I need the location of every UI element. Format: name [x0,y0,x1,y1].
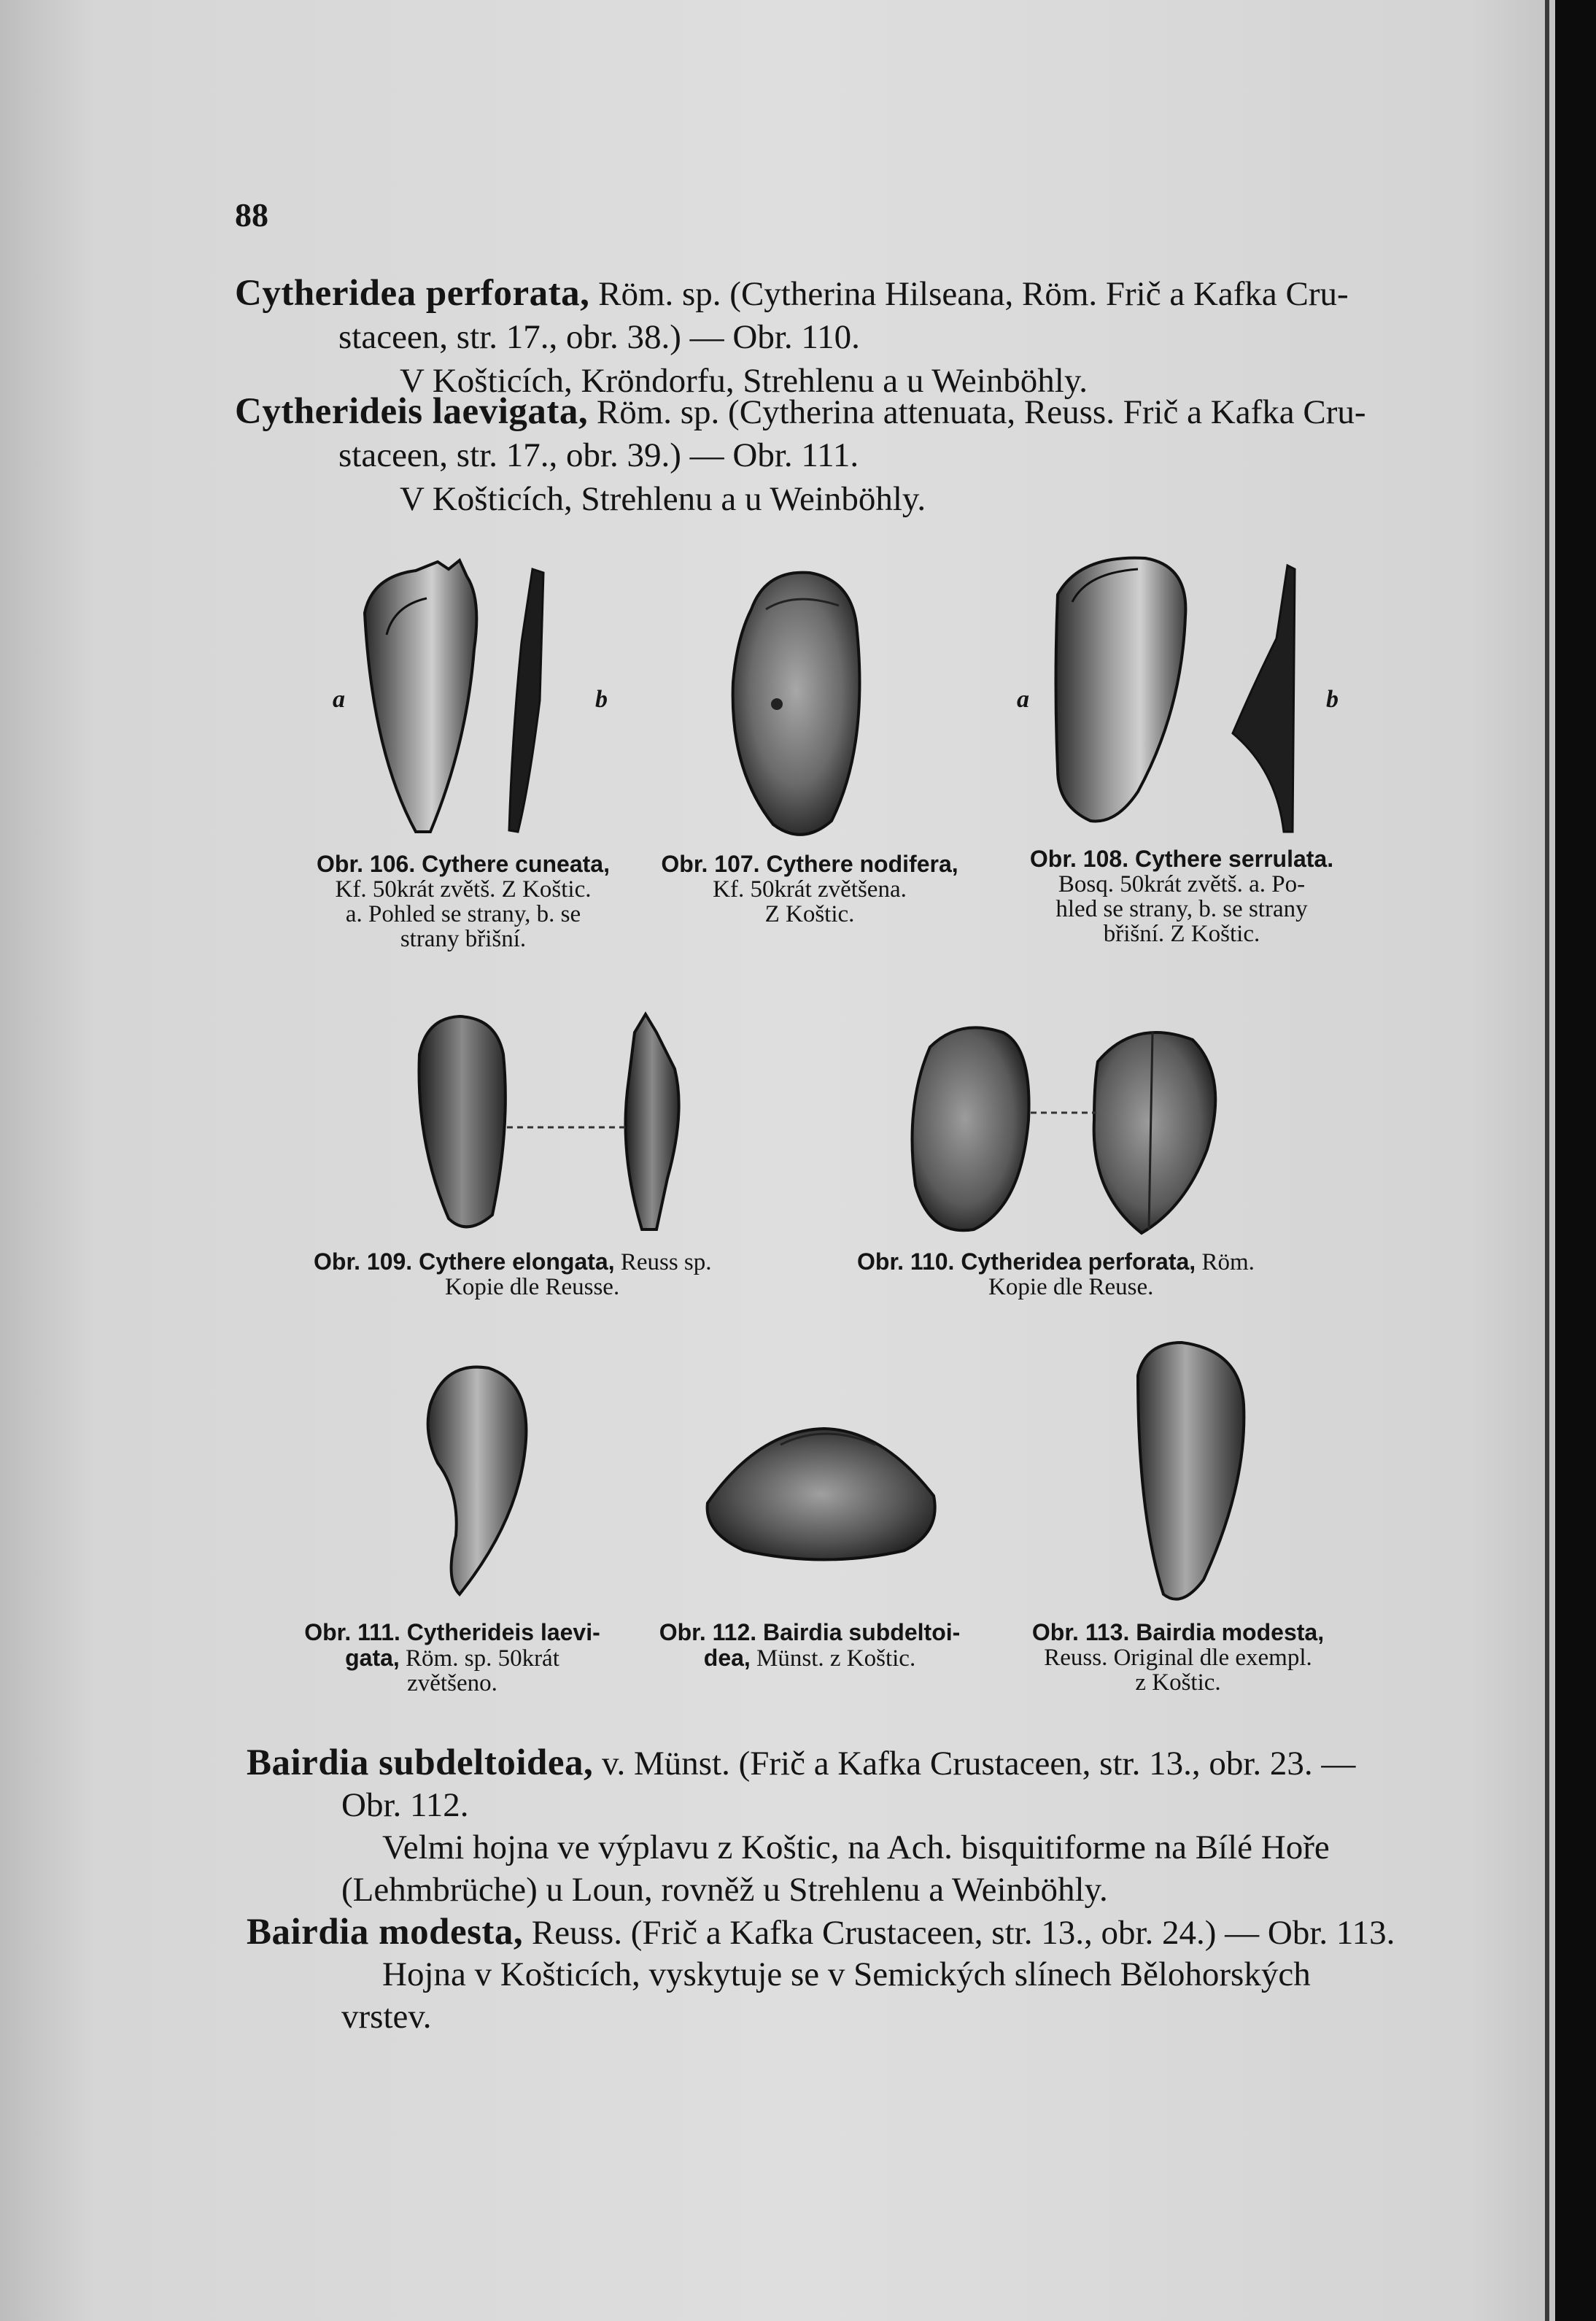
figure-label-a: a [1017,686,1029,713]
caption-heading: Obr. 113. Bairdia modesta, [1031,1619,1325,1645]
entry-text: V Košticích, Kröndorfu, Strehlenu a u Weinböhly. [400,362,1088,400]
caption-figure-109 [314,1249,795,1299]
caption-line: Bosq. 50krát zvětš. a. Po- [1058,871,1306,897]
entry-text: Röm. sp. (Cytherina Hilseana, Röm. Frič a Kafka Cru- [589,275,1349,313]
caption-figure-112 [649,1620,970,1671]
caption-figure-113 [1010,1620,1346,1695]
caption-text: Münst. z Koštic. [750,1645,916,1672]
entry-text: Reuss. (Frič a Kafka Crustaceen, str. 13., obr. 24.) — Obr. 113. [523,1914,1395,1952]
entry-text: (Lehmbrüche) u Loun, rovněž u Strehlenu a Weinböhly. [341,1871,1108,1909]
entry-text: Röm. sp. (Cytherina attenuata, Reuss. Frič a Kafka Cru- [588,393,1366,431]
figure-106-illustration [321,555,584,839]
caption-heading: Obr. 107. Cythere nodifera, [661,851,958,877]
page-number: 88 [235,196,268,233]
caption-heading: Obr. 110. Cytheridea perforata, [857,1248,1196,1275]
entry-text: Velmi hojna ve výplavu z Koštic, na Ach. bisquitiforme na Bílé Hoře [382,1828,1330,1866]
caption-line: Kopie dle Reusse. [445,1274,620,1300]
entry-text: staceen, str. 17., obr. 39.) — Obr. 111. [338,436,859,474]
caption-heading: Obr. 109. Cythere elongata, [314,1248,615,1275]
figure-112-illustration [700,1423,948,1569]
figure-label-a: a [333,686,345,713]
figure-label-b: b [1326,686,1339,713]
caption-heading: Obr. 111. Cytherideis laevi- [304,1619,600,1645]
entry-text: v. Münst. (Frič a Kafka Crustaceen, str. 13., obr. 23. — [593,1745,1356,1783]
caption-line: hled se strany, b. se strany [1055,896,1308,922]
caption-line: Z Koštic. [764,901,855,927]
figure-113-illustration [1123,1339,1255,1609]
figure-107-illustration [722,565,875,843]
caption-line: zvětšeno. [407,1670,497,1696]
page-edge-shadow [1555,0,1596,2321]
figure-110-illustration [901,1018,1229,1237]
caption-line: Reuss. Original dle exempl. [1044,1645,1312,1671]
caption-line: a. Pohled se strany, b. se [345,901,581,927]
caption-figure-107 [642,851,977,927]
caption-heading: Obr. 106. Cythere cuneata, [317,851,610,877]
caption-figure-106 [292,851,635,951]
figure-111-illustration [416,1361,540,1602]
caption-line: Kopie dle Reuse. [988,1274,1154,1300]
figure-109-illustration [408,1011,700,1244]
entry-text: vrstev. [341,1998,432,2036]
caption-line: Kf. 50krát zvětšena. [713,876,907,903]
entry-text: Obr. 112. [341,1786,469,1824]
caption-heading: Obr. 108. Cythere serrulata. [1029,846,1334,872]
entry-text: Hojna v Košticích, vyskytuje se v Semických slínech Bělohorských [382,1955,1311,1993]
page-edge-line [1545,0,1549,2321]
caption-heading: dea, [703,1645,751,1671]
entry-text: V Košticích, Strehlenu a u Weinböhly. [400,480,926,518]
caption-line: Kf. 50krát zvětš. Z Koštic. [335,876,592,903]
species-name: Bairdia modesta, [247,1912,524,1953]
species-name: Cytheridea perforata, [235,273,590,314]
caption-line: z Koštic. [1135,1669,1221,1696]
caption-figure-110 [857,1249,1339,1299]
caption-line: břišní. Z Koštic. [1103,921,1260,947]
species-name: Cytherideis laevigata, [235,391,589,432]
entry-text: staceen, str. 17., obr. 38.) — Obr. 110. [338,318,860,356]
caption-line: strany břišní. [400,926,527,952]
caption-text: Röm. sp. 50krát [399,1645,559,1672]
species-name: Bairdia subdeltoidea, [247,1742,594,1783]
caption-text: Reuss sp. [614,1249,712,1275]
caption-figure-108 [1014,846,1349,946]
caption-heading: Obr. 112. Bairdia subdeltoi- [659,1619,961,1645]
figure-label-b: b [595,686,608,713]
caption-figure-111 [292,1620,613,1696]
caption-heading: gata, [345,1645,400,1671]
caption-text: Röm. [1196,1249,1255,1275]
figure-108-illustration [1036,551,1313,839]
